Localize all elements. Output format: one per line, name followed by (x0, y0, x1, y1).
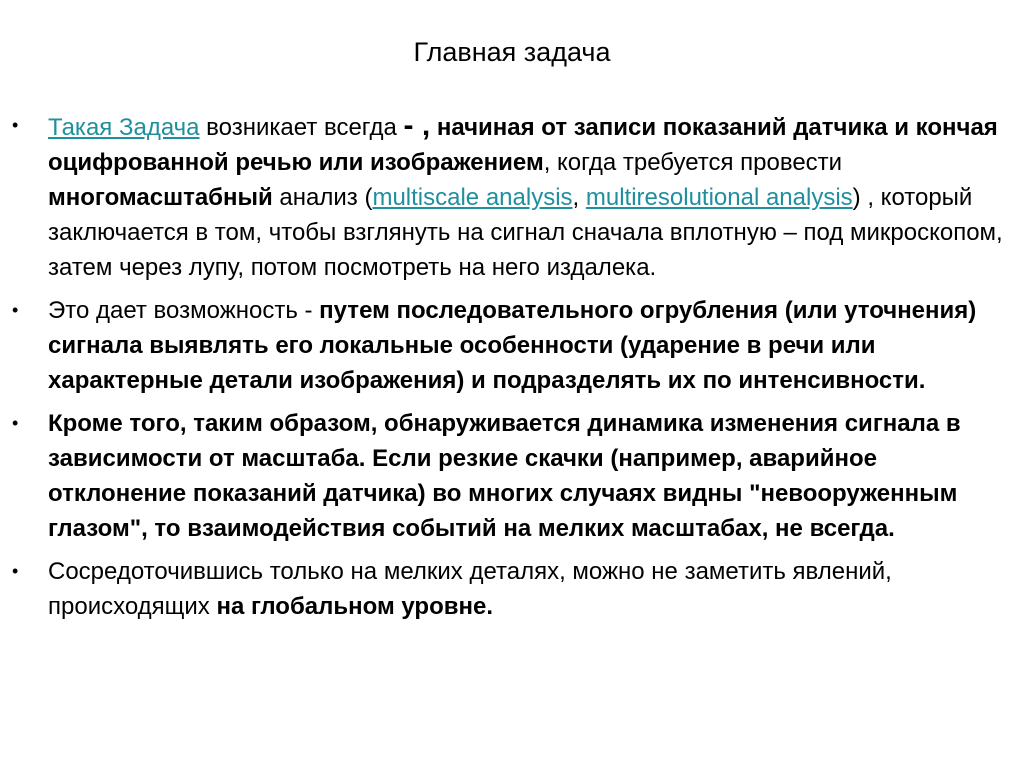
text-segment: ) , который заключается в том, чтобы взглянуть на сигнал сначала вплотную – под микроскопом, затем через лупу, потом посмотреть на него издалека. (48, 184, 1003, 281)
bullet-icon: • (12, 413, 19, 433)
task-link[interactable]: Такая Задача (48, 114, 200, 141)
text-segment: Это дает возможность - (48, 297, 320, 324)
text-segment: , когда требуется провести (543, 149, 843, 176)
multiscale-link[interactable]: multiscale analysis (372, 184, 573, 211)
slide-title: Главная задача (413, 37, 611, 67)
text-segment: , (572, 184, 586, 211)
bullet-icon: • (12, 300, 19, 320)
bold-segment: начиная от записи показаний датчика и кончая оцифрованной речью или изображением (48, 114, 998, 176)
bullet-item-2 (10, 293, 1010, 398)
bullet-item-3 (10, 406, 1010, 546)
bold-segment: на глобальном уровне. (216, 593, 494, 620)
text-segment: анализ ( (272, 184, 373, 211)
bold-segment: многомасштабный (48, 184, 273, 211)
text-segment: возникает всегда (199, 114, 404, 141)
multiresolutional-link[interactable]: multiresolutional analysis (585, 184, 853, 211)
bullet-list (10, 108, 1010, 632)
bullet-icon: • (12, 561, 19, 581)
text-segment: Сосредоточившись только на мелких деталях, можно не заметить явлений, происходящих (48, 558, 892, 620)
bullet-icon: • (12, 115, 19, 135)
bold-segment: путем последовательного огрубления (или уточнения) сигнала выявлять его локальные особенности (ударение в речи или характерные детали изображения) и подразделять их по интенсивности. (48, 297, 977, 394)
bold-segment: Кроме того, таким образом, обнаруживается динамика изменения сигнала в зависимости от масштаба. Если резкие скачки (например, аварийное отклонение показаний датчика) во многих случаях видны "невооруженным глазом", то взаимодействия событий на мелких масштабах, не всегда. (48, 410, 961, 542)
bullet-item-1 (10, 108, 1010, 285)
dash-comma: - , (403, 109, 431, 142)
bullet-item-4 (10, 554, 1010, 624)
